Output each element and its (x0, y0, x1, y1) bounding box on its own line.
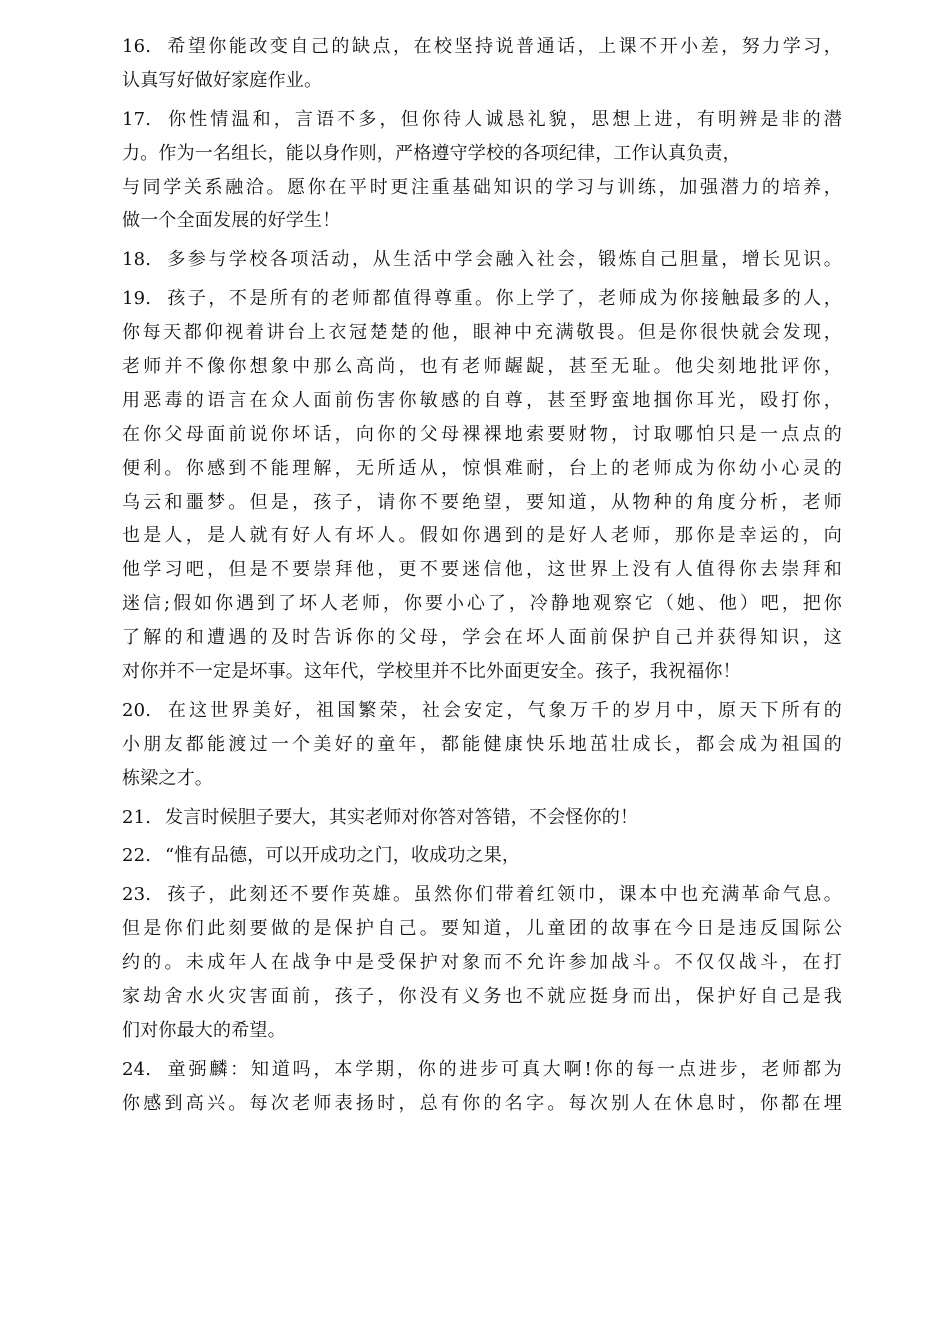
entry-text: 们对你最大的希望。 (122, 1019, 286, 1041)
entry-text: 了解的和遭遇的及时告诉你的父母，学会在坏人面前保护自己并获得知识，这 (122, 627, 842, 649)
entry-text: 孩子，不是所有的老师都值得尊重。你上学了，老师成为你接触最多的人， (165, 288, 842, 310)
entry-text: 你感到高兴。每次老师表扬时，总有你的名字。每次别人在休息时，你都在埋 (122, 1092, 842, 1114)
entry-23-line-5 (122, 1014, 842, 1048)
entry-text: 童弼麟：知道吗，本学期，你的进步可真大啊!你的每一点进步，老师都为 (165, 1058, 842, 1080)
entry-19-line-1 (122, 282, 842, 316)
entry-19-line-11 (122, 621, 842, 655)
entry-text: 在你父母面前说你坏话，向你的父母裸裸地索要财物，讨取哪怕只是一点点的 (122, 423, 842, 445)
entry-number: 24. (122, 1058, 152, 1080)
entry-23-line-2 (122, 912, 842, 946)
entry-text: 迷信;假如你遇到了坏人老师，你要小心了，冷静地观察它（她、他）吧，把你 (122, 593, 842, 615)
entry-text: 力。作为一名组长，能以身作则，严格遵守学校的各项纪律，工作认真负责， (122, 142, 741, 164)
entry-17-line-2 (122, 137, 842, 171)
entry-19-line-2 (122, 316, 842, 350)
entry-22-line-1 (122, 839, 842, 873)
entry-19-line-6 (122, 452, 842, 486)
entry-number: 20. (122, 699, 152, 721)
entry-17-line-4 (122, 204, 842, 238)
entry-text: 孩子，此刻还不要作英雄。虽然你们带着红领巾，课本中也充满革命气息。 (165, 884, 842, 906)
entry-number: 22. (122, 845, 152, 867)
entry-text: 约的。未成年人在战争中是受保护对象而不允许参加战斗。不仅仅战斗，在打 (122, 952, 842, 974)
entry-number: 18. (122, 249, 152, 271)
entry-text: 发言时候胆子要大，其实老师对你答对答错，不会怪你的！ (165, 806, 639, 828)
entry-21-line-1 (122, 801, 842, 835)
entry-20-line-2 (122, 728, 842, 762)
entry-text: 老师并不像你想象中那么高尚，也有老师龌龊，甚至无耻。他尖刻地批评你， (122, 356, 842, 378)
entry-19-line-10 (122, 587, 842, 621)
entry-number: 21. (122, 806, 152, 828)
entry-text: 乌云和噩梦。但是，孩子，请你不要绝望，要知道，从物种的角度分析，老师 (122, 491, 842, 513)
entry-19-line-9 (122, 553, 842, 587)
entry-23-line-4 (122, 980, 842, 1014)
entry-text: 但是你们此刻要做的是保护自己。要知道，儿童团的故事在今日是违反国际公 (122, 918, 842, 940)
entry-text: 他学习吧，但是不要崇拜他，更不要迷信他，这世界上没有人值得你去崇拜和 (122, 559, 842, 581)
entry-20-line-3 (122, 762, 842, 796)
entry-text: 在这世界美好，祖国繁荣，社会安定，气象万千的岁月中，原天下所有的 (165, 699, 842, 721)
entry-text: 也是人，是人就有好人有坏人。假如你遇到的是好人老师，那你是幸运的，向 (122, 525, 842, 547)
entry-number: 19. (122, 288, 152, 310)
entry-19-line-12 (122, 655, 842, 689)
entry-19-line-4 (122, 384, 842, 418)
entry-text: 你性情温和，言语不多，但你待人诚恳礼貌，思想上进，有明辨是非的潜 (165, 108, 842, 130)
entry-23-line-1 (122, 878, 842, 912)
entry-19-line-5 (122, 418, 842, 452)
entry-17-line-3 (122, 171, 842, 205)
entry-text: 便利。你感到不能理解，无所适从，惊惧难耐，台上的老师成为你幼小心灵的 (122, 457, 842, 479)
entry-number: 23. (122, 884, 152, 906)
entry-24-line-1 (122, 1053, 842, 1087)
entry-text: 与同学关系融洽。愿你在平时更注重基础知识的学习与训练，加强潜力的培养， (122, 176, 842, 198)
entry-text: “惟有品德，可以开成功之门，收成功之果， (165, 845, 521, 867)
entry-20-line-1 (122, 694, 842, 728)
entry-23-line-3 (122, 946, 842, 980)
entry-17-line-1 (122, 103, 842, 137)
entry-19-line-7 (122, 486, 842, 520)
entry-16-line-1 (122, 30, 842, 64)
entry-text: 认真写好做好家庭作业。 (122, 69, 323, 91)
entry-text: 用恶毒的语言在众人面前伤害你敏感的自尊，甚至野蛮地掴你耳光，殴打你， (122, 389, 842, 411)
entry-number: 17. (122, 108, 152, 130)
entry-text: 家劫舍水火灾害面前，孩子，你没有义务也不就应挺身而出，保护好自己是我 (122, 986, 842, 1008)
document-body (122, 30, 842, 1121)
entry-16-line-2 (122, 64, 842, 98)
entry-18-line-1 (122, 243, 842, 277)
entry-text: 做一个全面发展的好学生！ (122, 210, 341, 232)
entry-19-line-3 (122, 350, 842, 384)
entry-text: 对你并不一定是坏事。这年代，学校里并不比外面更安全。孩子，我祝福你！ (122, 661, 741, 683)
entry-text: 希望你能改变自己的缺点，在校坚持说普通话，上课不开小差，努力学习， (165, 36, 842, 57)
entry-text: 你每天都仰视着讲台上衣冠楚楚的他，眼神中充满敬畏。但是你很快就会发现， (122, 322, 842, 344)
entry-text: 栋梁之才。 (122, 767, 213, 789)
entry-text: 多参与学校各项活动，从生活中学会融入社会，锻炼自己胆量，增长见识。 (165, 249, 842, 271)
entry-24-line-2 (122, 1087, 842, 1121)
entry-number: 16. (122, 36, 152, 57)
entry-text: 小朋友都能渡过一个美好的童年，都能健康快乐地茁壮成长，都会成为祖国的 (122, 733, 842, 755)
entry-19-line-8 (122, 519, 842, 553)
